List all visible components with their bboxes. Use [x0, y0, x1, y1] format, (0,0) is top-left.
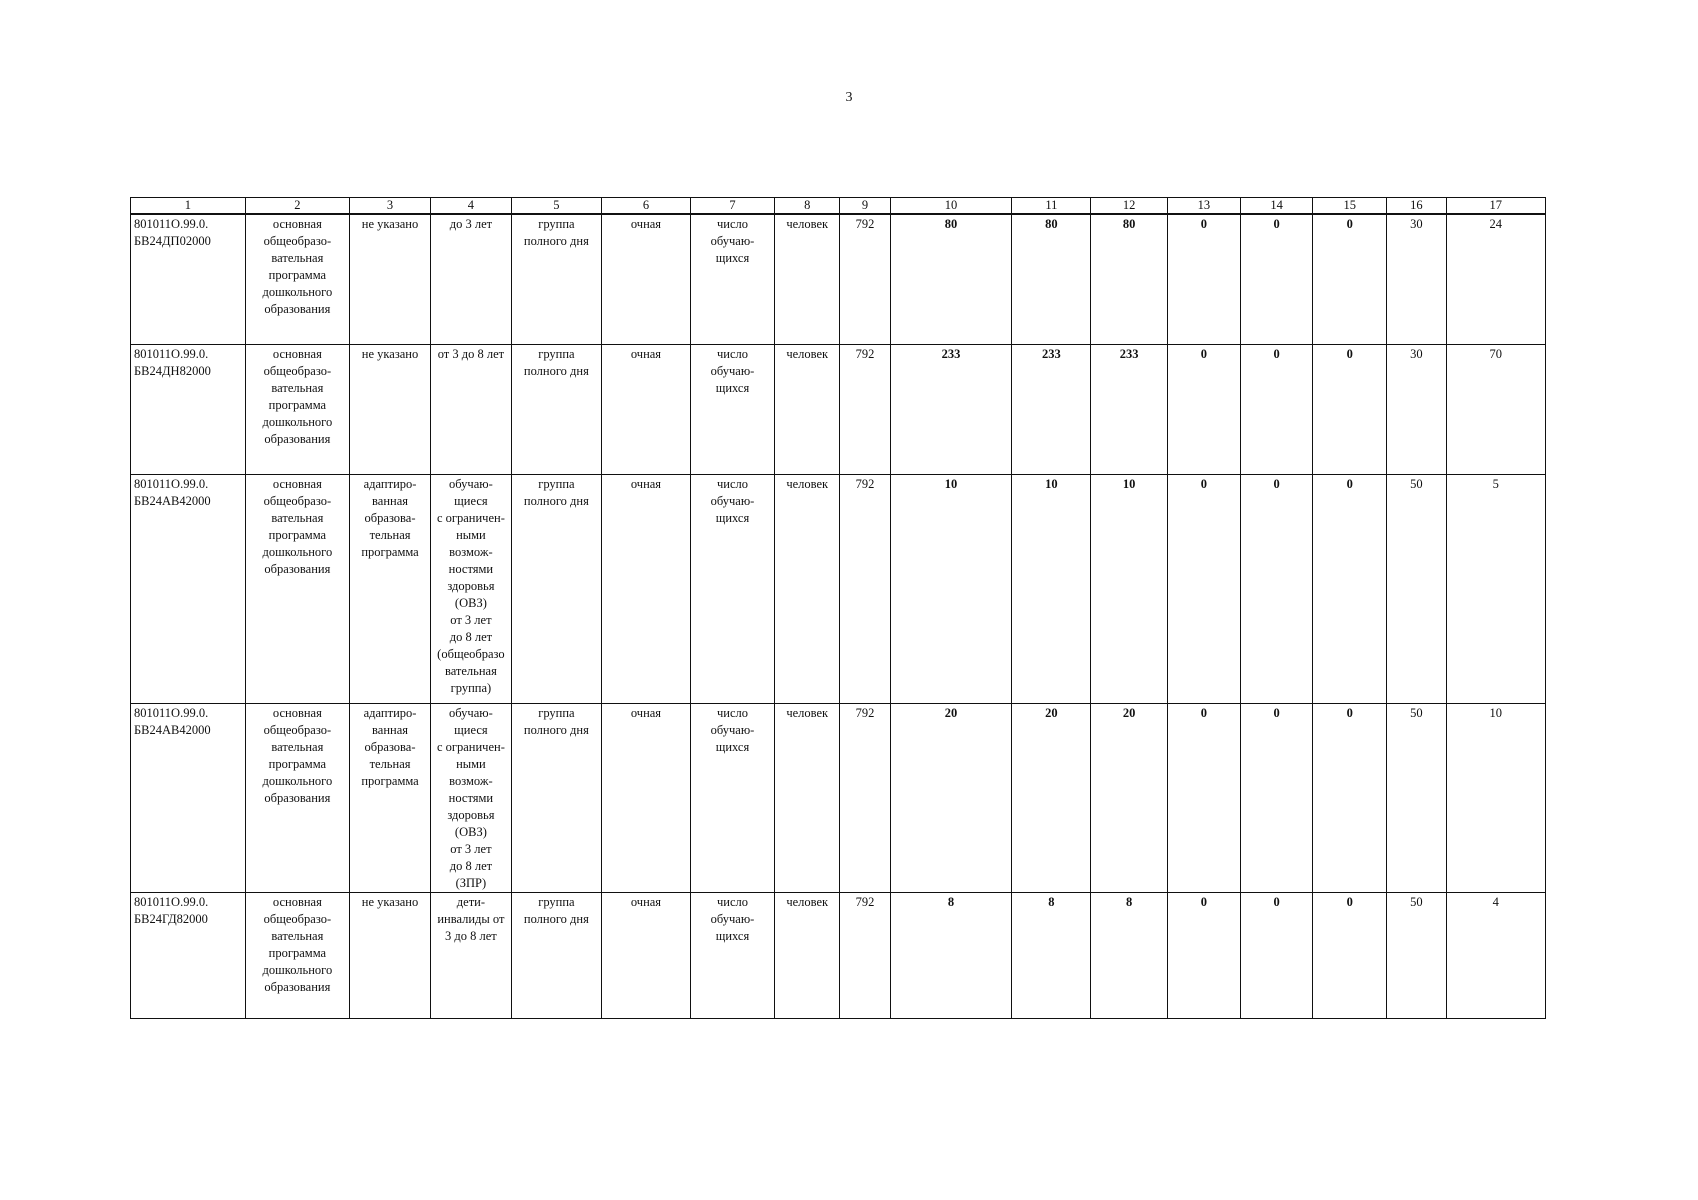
value-cell: 30	[1387, 345, 1446, 475]
value-cell: 50	[1387, 475, 1446, 704]
okei-code-cell: 792	[840, 475, 890, 704]
services-table	[130, 197, 1546, 1019]
unit-cell: человек	[774, 345, 840, 475]
value-cell: 0	[1168, 893, 1241, 1019]
column-header: 14	[1240, 198, 1313, 215]
value-cell: 24	[1446, 214, 1545, 345]
column-header: 12	[1091, 198, 1168, 215]
value-cell: 8	[1012, 893, 1091, 1019]
table-row	[131, 704, 1546, 893]
value-cell: 0	[1313, 214, 1387, 345]
column-header: 16	[1387, 198, 1446, 215]
value-cell: 0	[1240, 214, 1313, 345]
value-cell: 20	[1091, 704, 1168, 893]
program-cell: основная общеобразо- вательная программа дошкольного образования	[245, 704, 349, 893]
indicator-cell: число обучаю- щихся	[691, 345, 775, 475]
indicator-cell: число обучаю- щихся	[691, 475, 775, 704]
value-cell: 233	[890, 345, 1012, 475]
age-category-cell: от 3 до 8 лет	[430, 345, 511, 475]
value-cell: 0	[1240, 893, 1313, 1019]
column-header: 17	[1446, 198, 1545, 215]
column-header: 9	[840, 198, 890, 215]
table-row	[131, 893, 1546, 1019]
stay-mode-cell: группа полного дня	[511, 214, 601, 345]
program-type-cell: адаптиро- ванная образова- тельная программа	[350, 704, 431, 893]
unit-cell: человек	[774, 704, 840, 893]
stay-mode-cell: группа полного дня	[511, 893, 601, 1019]
column-header: 10	[890, 198, 1012, 215]
value-cell: 20	[1012, 704, 1091, 893]
education-form-cell: очная	[601, 214, 690, 345]
registry-code-cell: 801011О.99.0. БВ24ДП02000	[131, 214, 246, 345]
column-header: 8	[774, 198, 840, 215]
value-cell: 0	[1240, 475, 1313, 704]
value-cell: 4	[1446, 893, 1545, 1019]
column-header: 15	[1313, 198, 1387, 215]
education-form-cell: очная	[601, 704, 690, 893]
value-cell: 70	[1446, 345, 1545, 475]
age-category-cell: дети- инвалиды от 3 до 8 лет	[430, 893, 511, 1019]
unit-cell: человек	[774, 893, 840, 1019]
value-cell: 0	[1313, 893, 1387, 1019]
program-type-cell: не указано	[350, 893, 431, 1019]
column-header: 1	[131, 198, 246, 215]
education-form-cell: очная	[601, 345, 690, 475]
table-row	[131, 475, 1546, 704]
value-cell: 233	[1012, 345, 1091, 475]
column-header: 5	[511, 198, 601, 215]
table-row	[131, 214, 1546, 345]
value-cell: 0	[1240, 345, 1313, 475]
stay-mode-cell: группа полного дня	[511, 704, 601, 893]
value-cell: 0	[1240, 704, 1313, 893]
value-cell: 5	[1446, 475, 1545, 704]
education-form-cell: очная	[601, 893, 690, 1019]
value-cell: 80	[1091, 214, 1168, 345]
value-cell: 80	[890, 214, 1012, 345]
registry-code-cell: 801011О.99.0. БВ24ДН82000	[131, 345, 246, 475]
program-cell: основная общеобразо- вательная программа дошкольного образования	[245, 475, 349, 704]
stay-mode-cell: группа полного дня	[511, 345, 601, 475]
okei-code-cell: 792	[840, 893, 890, 1019]
okei-code-cell: 792	[840, 345, 890, 475]
indicator-cell: число обучаю- щихся	[691, 893, 775, 1019]
column-header: 11	[1012, 198, 1091, 215]
value-cell: 30	[1387, 214, 1446, 345]
value-cell: 50	[1387, 704, 1446, 893]
program-type-cell: адаптиро- ванная образова- тельная программа	[350, 475, 431, 704]
registry-code-cell: 801011О.99.0. БВ24АВ42000	[131, 475, 246, 704]
value-cell: 8	[890, 893, 1012, 1019]
okei-code-cell: 792	[840, 214, 890, 345]
stay-mode-cell: группа полного дня	[511, 475, 601, 704]
value-cell: 233	[1091, 345, 1168, 475]
program-cell: основная общеобразо- вательная программа дошкольного образования	[245, 214, 349, 345]
registry-code-cell: 801011О.99.0. БВ24АВ42000	[131, 704, 246, 893]
program-type-cell: не указано	[350, 214, 431, 345]
value-cell: 80	[1012, 214, 1091, 345]
indicator-cell: число обучаю- щихся	[691, 214, 775, 345]
unit-cell: человек	[774, 214, 840, 345]
column-header: 2	[245, 198, 349, 215]
program-type-cell: не указано	[350, 345, 431, 475]
value-cell: 8	[1091, 893, 1168, 1019]
age-category-cell: обучаю- щиеся с ограничен- ными возмож- ностями здоровья (ОВЗ) от 3 лет до 8 лет (общеобразо вательная группа)	[430, 475, 511, 704]
value-cell: 0	[1168, 345, 1241, 475]
value-cell: 10	[1091, 475, 1168, 704]
page-number: 3	[845, 90, 853, 105]
header-row	[131, 198, 1546, 215]
value-cell: 20	[890, 704, 1012, 893]
okei-code-cell: 792	[840, 704, 890, 893]
registry-code-cell: 801011О.99.0. БВ24ГД82000	[131, 893, 246, 1019]
value-cell: 10	[1012, 475, 1091, 704]
value-cell: 0	[1313, 475, 1387, 704]
value-cell: 50	[1387, 893, 1446, 1019]
value-cell: 0	[1168, 704, 1241, 893]
age-category-cell: до 3 лет	[430, 214, 511, 345]
program-cell: основная общеобразо- вательная программа дошкольного образования	[245, 345, 349, 475]
value-cell: 10	[890, 475, 1012, 704]
unit-cell: человек	[774, 475, 840, 704]
column-header: 3	[350, 198, 431, 215]
age-category-cell: обучаю- щиеся с ограничен- ными возмож- ностями здоровья (ОВЗ) от 3 лет до 8 лет (ЗПР)	[430, 704, 511, 893]
column-header: 13	[1168, 198, 1241, 215]
column-header: 4	[430, 198, 511, 215]
value-cell: 0	[1168, 214, 1241, 345]
education-form-cell: очная	[601, 475, 690, 704]
value-cell: 0	[1313, 704, 1387, 893]
column-header: 6	[601, 198, 690, 215]
indicator-cell: число обучаю- щихся	[691, 704, 775, 893]
value-cell: 0	[1168, 475, 1241, 704]
table-row	[131, 345, 1546, 475]
value-cell: 10	[1446, 704, 1545, 893]
column-header: 7	[691, 198, 775, 215]
value-cell: 0	[1313, 345, 1387, 475]
program-cell: основная общеобразо- вательная программа дошкольного образования	[245, 893, 349, 1019]
